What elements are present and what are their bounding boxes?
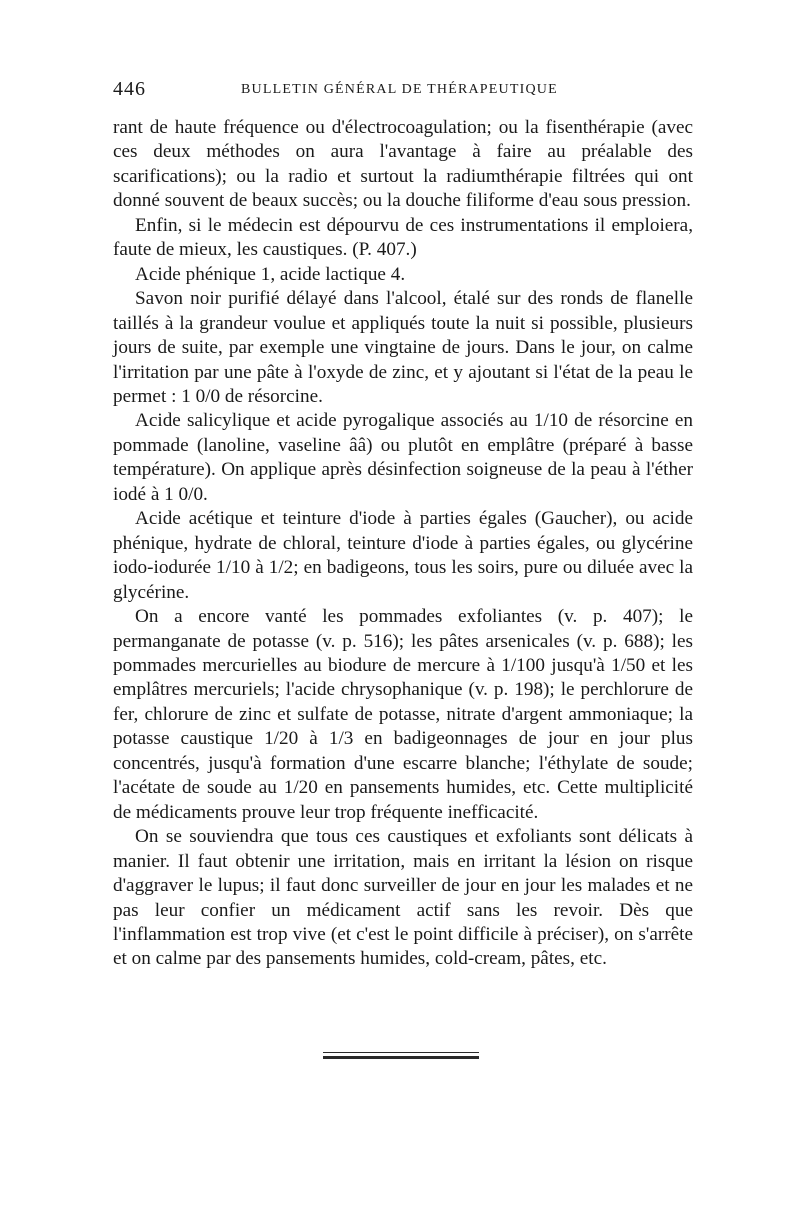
paragraph-continuation: rant de haute fréquence ou d'électrocoagulation; ou la fisenthérapie (avec ces deux méthodes on aura l'avantage à faire au préalable des scarifications); ou la radio et surtout la radiumthérapie filtrées qui ont donné souvent de beaux succès; ou la douche filiforme d'eau sous pression. [113,117,693,212]
paragraph-caustiques: Enfin, si le médecin est dépourvu de ces instrumentations il emploiera, faute de mieux, les caustiques. (P. 407.) [113,214,693,261]
body-text [113,116,693,972]
end-of-article-rule [323,1052,479,1062]
paragraph-savon-noir: Savon noir purifié délayé dans l'alcool, étalé sur des ronds de flanelle taillés à la grandeur voulue et appliqués toute la nuit si possible, plusieurs jours de suite, par exemple une vingtaine de jours. Dans le jour, on calme l'irritation par une pâte à l'oxyde de zinc, et y ajoutant si l'état de la peau le permet : 1 0/0 de résorcine. [113,288,693,407]
rule-thin [323,1052,479,1053]
paragraph-acide-acetique: Acide acétique et teinture d'iode à parties égales (Gaucher), ou acide phénique, hydrate de chloral, teinture d'iode à parties égales, ou glycérine iodo-iodurée 1/10 à 1/2; en badigeons, tous les soirs, pure ou diluée avec la glycérine. [113,508,693,603]
paragraph-acide-phenique: Acide phénique 1, acide lactique 4. [135,263,406,285]
running-head [113,78,693,102]
page-number: 446 [113,78,146,100]
journal-title: BULLETIN GÉNÉRAL DE THÉRAPEUTIQUE [241,82,558,97]
paragraph-acide-salicylique: Acide salicylique et acide pyrogalique associés au 1/10 de résorcine en pommade (lanoline, vaseline ââ) ou plutôt en emplâtre (préparé à basse température). On applique après désinfection soigneuse de la peau à l'éther iodé à 1 0/0. [113,410,693,505]
rule-thick [323,1056,479,1059]
paragraph-conclusion: On se souviendra que tous ces caustiques et exfoliants sont délicats à manier. Il faut obtenir une irritation, mais en irritant la lésion on risque d'aggraver le lupus; il faut donc surveiller de jour en jour les malades et ne pas leur confier un médicament actif sans les revoir. Dès que l'inflammation est trop vive (et c'est le point difficile à préciser), on s'arrête et on calme par des pansements humides, cold-cream, pâtes, etc. [113,826,693,970]
paragraph-pommades-exfoliantes: On a encore vanté les pommades exfoliantes (v. p. 407); le permanganate de potasse (v. p. 516); les pâtes arsenicales (v. p. 688); les pommades mercurielles au biodure de mercure à 1/100 jusqu'à 1/50 et les emplâtres mercuriels; l'acide chrysophanique (v. p. 198); le perchlorure de fer, chlorure de zinc et sulfate de potasse, nitrate d'argent ammoniaque; la potasse caustique 1/20 à 1/3 en badigeonnages de jour en jour plus concentrés, jusqu'à formation d'une escarre blanche; l'éthylate de soude; l'acétate de soude au 1/20 en pansements humides, etc. Cette multiplicité de médicaments prouve leur trop fréquente inefficacité. [113,606,693,823]
